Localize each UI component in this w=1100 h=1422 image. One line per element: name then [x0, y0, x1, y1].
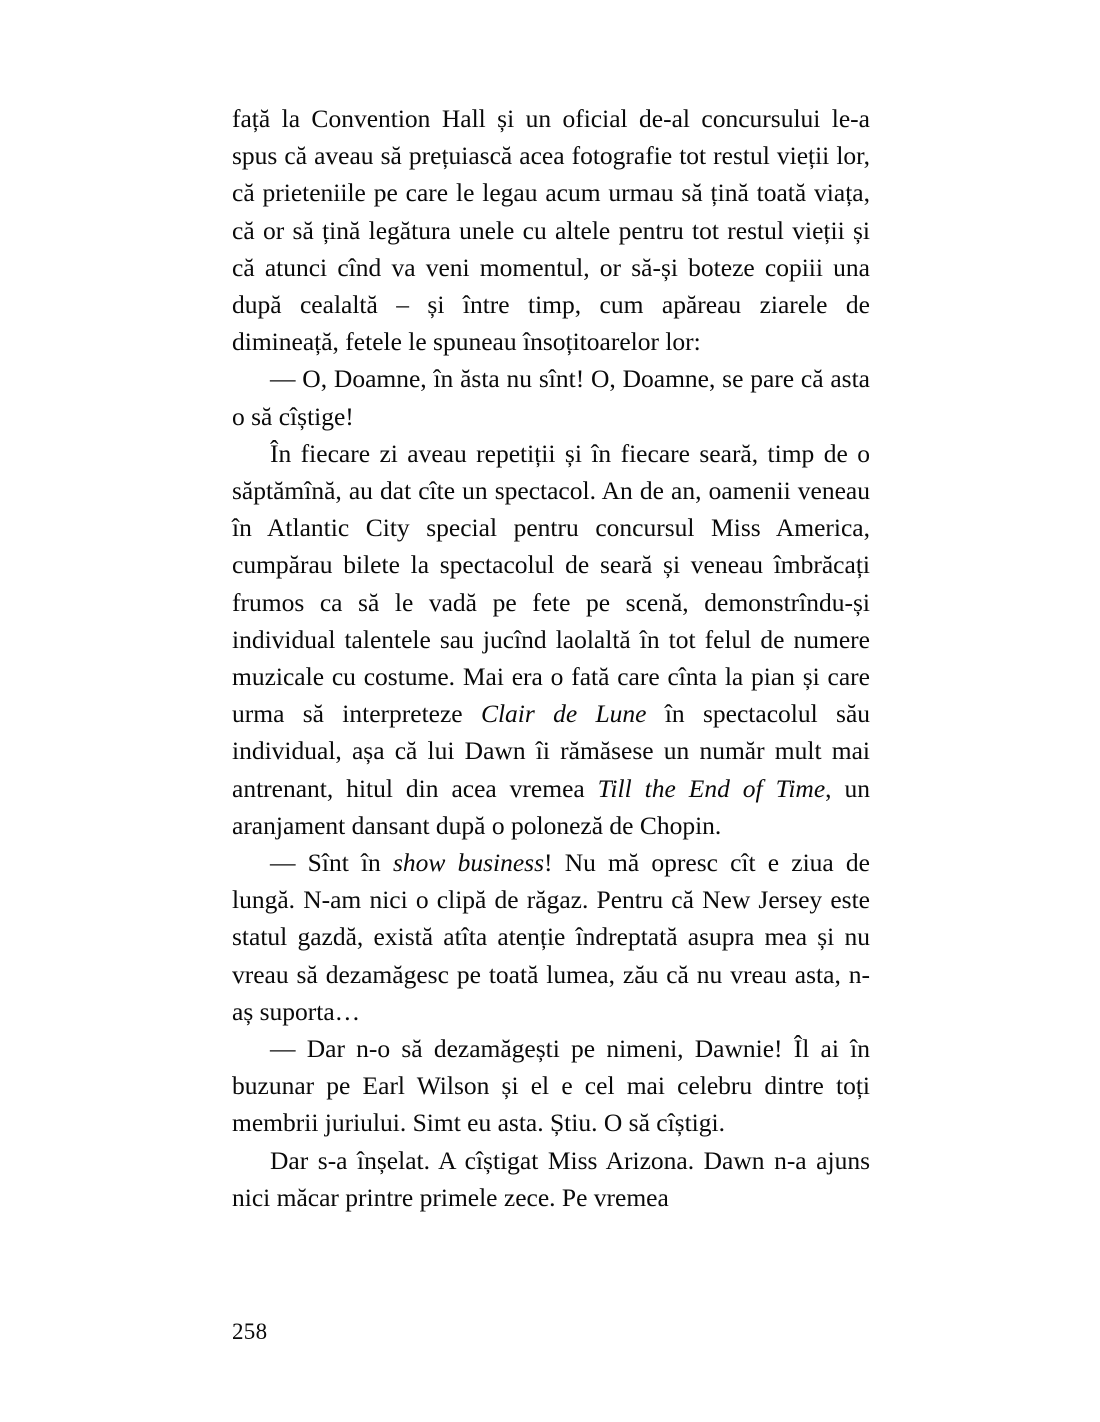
- paragraph: Dar s-a înșelat. A cîștigat Miss Arizona. Dawn n-a ajuns nici măcar printre primele zece. Pe vremea: [232, 1145, 870, 1212]
- paragraph: — Dar n-o să dezamăgești pe nimeni, Dawnie! Îl ai în buzunar pe Earl Wilson și el e cel mai celebru dintre toți membrii juriului. Simt eu asta. Știu. O să cîștigi.: [232, 1034, 870, 1138]
- paragraph: În fiecare zi aveau repetiții și în fiecare seară, timp de o săptămînă, au dat cîte un spectacol. An de an, oamenii veneau în Atlantic City special pentru concursul Miss America, cumpărau bilete la spectacolul de seară și veneau îmbrăcați frumos ca să le vadă pe fete pe scenă, demonstrîndu-și individual talentele sau jucînd laolaltă în tot felul de numere muzicale cu costume. Mai era o fată care cînta la pian și care urma să interpreteze Clair de Lune în spectacolul său individual, așa că lui Dawn îi rămăsese un număr mult mai antrenant, hitul din acea vremea Till the End of Time, un aranjament dansant după o poloneză de Chopin.: [232, 438, 871, 840]
- paragraph: față la Convention Hall și un oficial de-al concursului le-a spus că aveau să prețuiască acea fotografie tot restul vieții lor, că prieteniile pe care le legau acum urmau să țină toată viața, că or să țină legătura unele cu altele pentru tot restul vieții și că atunci cînd va veni momentul, or să-și boteze copiii una după cealaltă – și între timp, cum apăreau ziarele de dimineață, fetele le spuneau însoțitoarelor lor:: [232, 104, 870, 357]
- page-number: 258: [232, 1319, 268, 1344]
- body-text-column: [232, 100, 870, 1216]
- paragraph: — O, Doamne, în ăsta nu sînt! O, Doamne, se pare că asta o să cîștige!: [232, 364, 870, 431]
- paragraph: — Sînt în show business! Nu mă opresc cît e ziua de lungă. N-am nici o clipă de răgaz. Pentru că New Jersey este statul gazdă, există atîta atenție îndreptată asupra mea și nu vreau să dezamăgesc pe toată lumea, zău că nu vreau asta, n-aș suporta…: [232, 848, 871, 1026]
